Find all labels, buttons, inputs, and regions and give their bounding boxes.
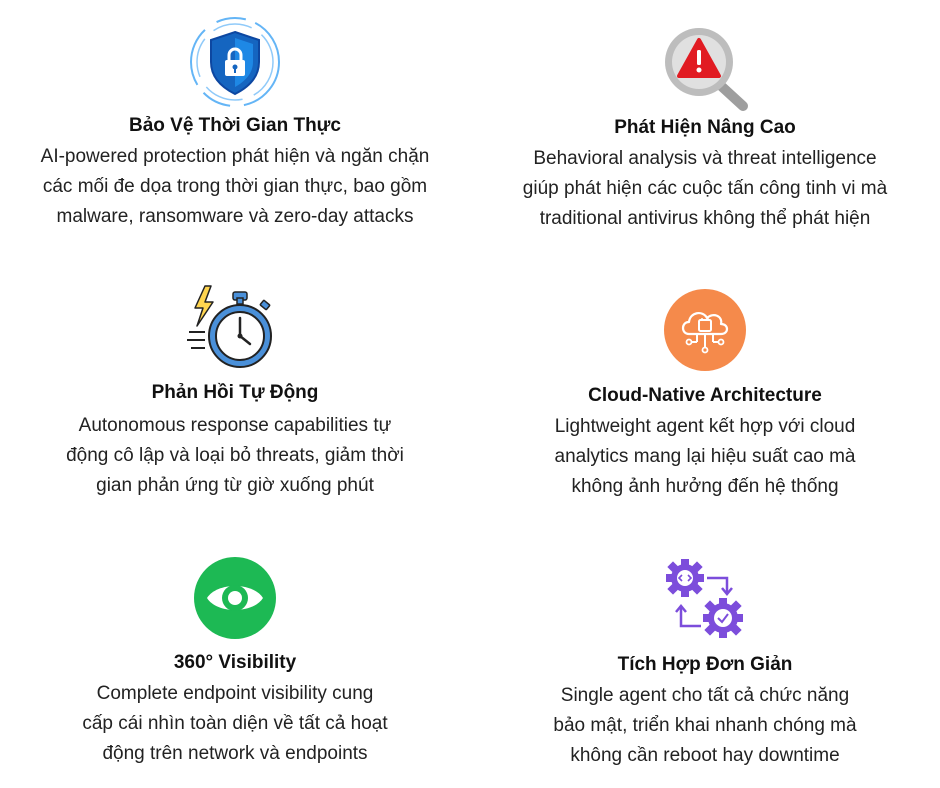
eye-icon (193, 556, 277, 640)
magnifier-warning-icon (657, 22, 753, 112)
stopwatch-lightning-icon (185, 284, 285, 370)
feature-title: Phát Hiện Nâng Cao (614, 117, 796, 138)
feature-description: Behavioral analysis và threat intelligence giúp phát hiện các cuộc tấn công tinh vi mà traditional antivirus không thể phát hiện (522, 148, 888, 229)
feature-title: Tích Hợp Đơn Giản (617, 654, 793, 675)
feature-description: Single agent cho tất cả chức năng bảo mật, triển khai nhanh chóng mà không cần reboot hay downtime (553, 685, 857, 766)
feature-title: Phản Hồi Tự Động (151, 382, 319, 403)
feature-description: Lightweight agent kết hợp với cloud analytics mang lại hiệu suất cao mà không ảnh hưởng đến hệ thống (554, 416, 856, 497)
feature-description: Complete endpoint visibility cung cấp cái nhìn toàn diện về tất cả hoạt động trên network và endpoints (82, 683, 388, 764)
shield-lock-icon (187, 14, 283, 110)
cloud-chip-icon (663, 288, 747, 372)
feature-description: Autonomous response capabilities tự động cô lập và loại bỏ threats, giảm thời gian phản ứng từ giờ xuống phút (66, 415, 404, 496)
feature-title: Bảo Vệ Thời Gian Thực (128, 115, 341, 136)
feature-title: Cloud-Native Architecture (588, 385, 822, 406)
feature-description: AI-powered protection phát hiện và ngăn chặn các mối đe dọa trong thời gian thực, bao gồm malware, ransomware và zero-day attacks (40, 146, 430, 227)
gears-integration-icon (657, 556, 753, 644)
feature-title: 360° Visibility (173, 652, 297, 673)
